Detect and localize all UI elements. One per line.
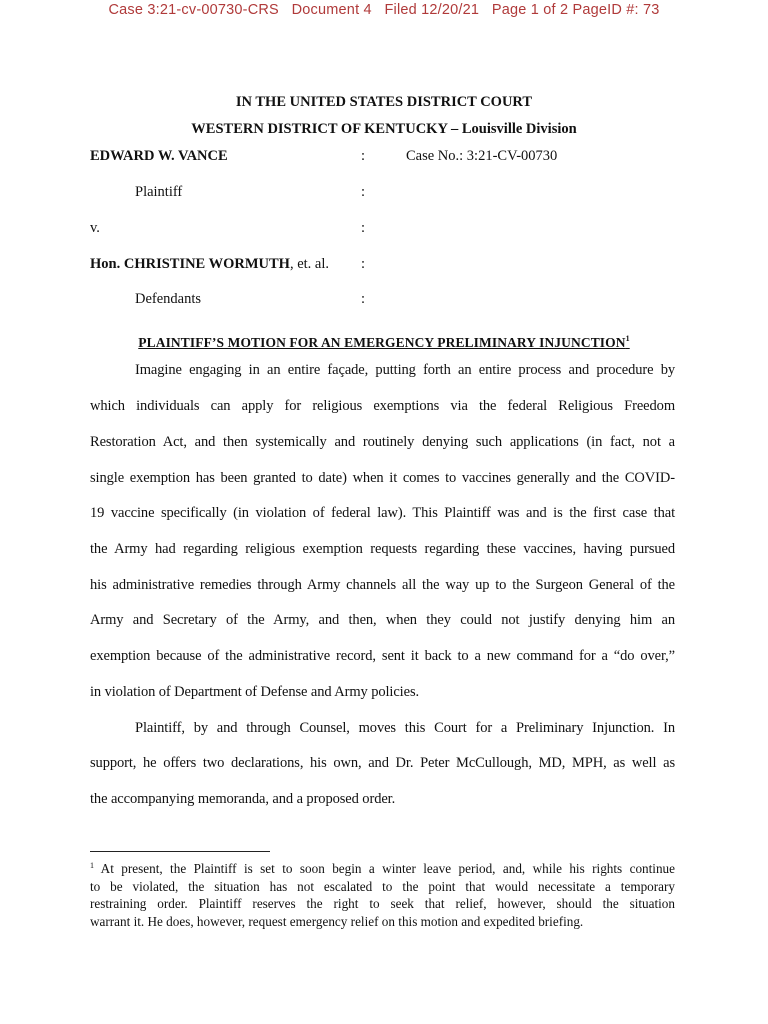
footnote-line: to be violated, the situation has not escalated to the point that would necessitate a temporary xyxy=(90,879,675,894)
motion-title-text: PLAINTIFF’S MOTION FOR AN EMERGENCY PRELIMINARY INJUNCTION xyxy=(138,335,626,350)
body-line: single exemption has been granted to date) when it comes to vaccines generally and the COVID- xyxy=(90,470,675,486)
body-line: Army and Secretary of the Army, and then, when they could not justify denying him an xyxy=(90,612,675,628)
body-line: in violation of Department of Defense and Army policies. xyxy=(90,684,420,700)
caption-colon: : xyxy=(361,184,366,200)
ecf-header-stamp: Case 3:21-cv-00730-CRS Document 4 Filed 12/20/21 Page 1 of 2 PageID #: 73 xyxy=(108,2,660,18)
caption-colon: : xyxy=(361,220,366,236)
footnote-separator xyxy=(90,851,270,852)
footnote-reference: 1 xyxy=(625,334,630,343)
body-line: Restoration Act, and then systemically and routinely denying such applications (in fact, not a xyxy=(90,434,675,450)
body-line: Plaintiff, by and through Counsel, moves this Court for a Preliminary Injunction. In xyxy=(135,720,675,736)
defendant-name: Hon. CHRISTINE WORMUTH xyxy=(90,256,290,272)
body-line: the accompanying memoranda, and a proposed order. xyxy=(90,791,396,807)
body-line: support, he offers two declarations, his own, and Dr. Peter McCullough, MD, MPH, as well as xyxy=(90,755,675,771)
body-line: exemption because of the administrative record, sent it back to a new command for a “do over,” xyxy=(90,648,675,664)
court-name: IN THE UNITED STATES DISTRICT COURT xyxy=(235,94,533,110)
footnote-line: restraining order. Plaintiff reserves the right to seek that relief, however, should the situation xyxy=(90,896,675,911)
body-line: the Army had regarding religious exemption requests regarding these vaccines, having pursued xyxy=(90,541,675,557)
caption-colon: : xyxy=(361,256,366,272)
court-district: WESTERN DISTRICT OF KENTUCKY – Louisville Division xyxy=(191,121,577,137)
defendant-line xyxy=(90,256,329,273)
motion-title xyxy=(0,334,768,351)
versus: v. xyxy=(90,220,100,236)
body-line: 19 vaccine specifically (in violation of federal law). This Plaintiff was and is the first case that xyxy=(90,505,675,521)
defendant-suffix: , et. al. xyxy=(289,256,330,272)
defendant-role: Defendants xyxy=(135,291,202,307)
footnote-text: At present, the Plaintiff is set to soon begin a winter leave period, and, while his rights continue xyxy=(94,861,675,876)
caption-colon: : xyxy=(361,148,366,164)
footnote-marker: 1 xyxy=(90,861,94,870)
case-number: Case No.: 3:21-CV-00730 xyxy=(406,148,558,164)
plaintiff-name: EDWARD W. VANCE xyxy=(90,148,228,164)
footnote-line xyxy=(90,861,675,877)
body-line: which individuals can apply for religious exemptions via the federal Religious Freedom xyxy=(90,398,675,414)
footnote-line: warrant it. He does, however, request emergency relief on this motion and expedited briefing. xyxy=(90,914,584,929)
body-line: Imagine engaging in an entire façade, putting forth an entire process and procedure by xyxy=(135,362,675,378)
body-line: his administrative remedies through Army channels all the way up to the Surgeon General of the xyxy=(90,577,675,593)
caption-colon: : xyxy=(361,291,366,307)
plaintiff-role: Plaintiff xyxy=(135,184,183,200)
